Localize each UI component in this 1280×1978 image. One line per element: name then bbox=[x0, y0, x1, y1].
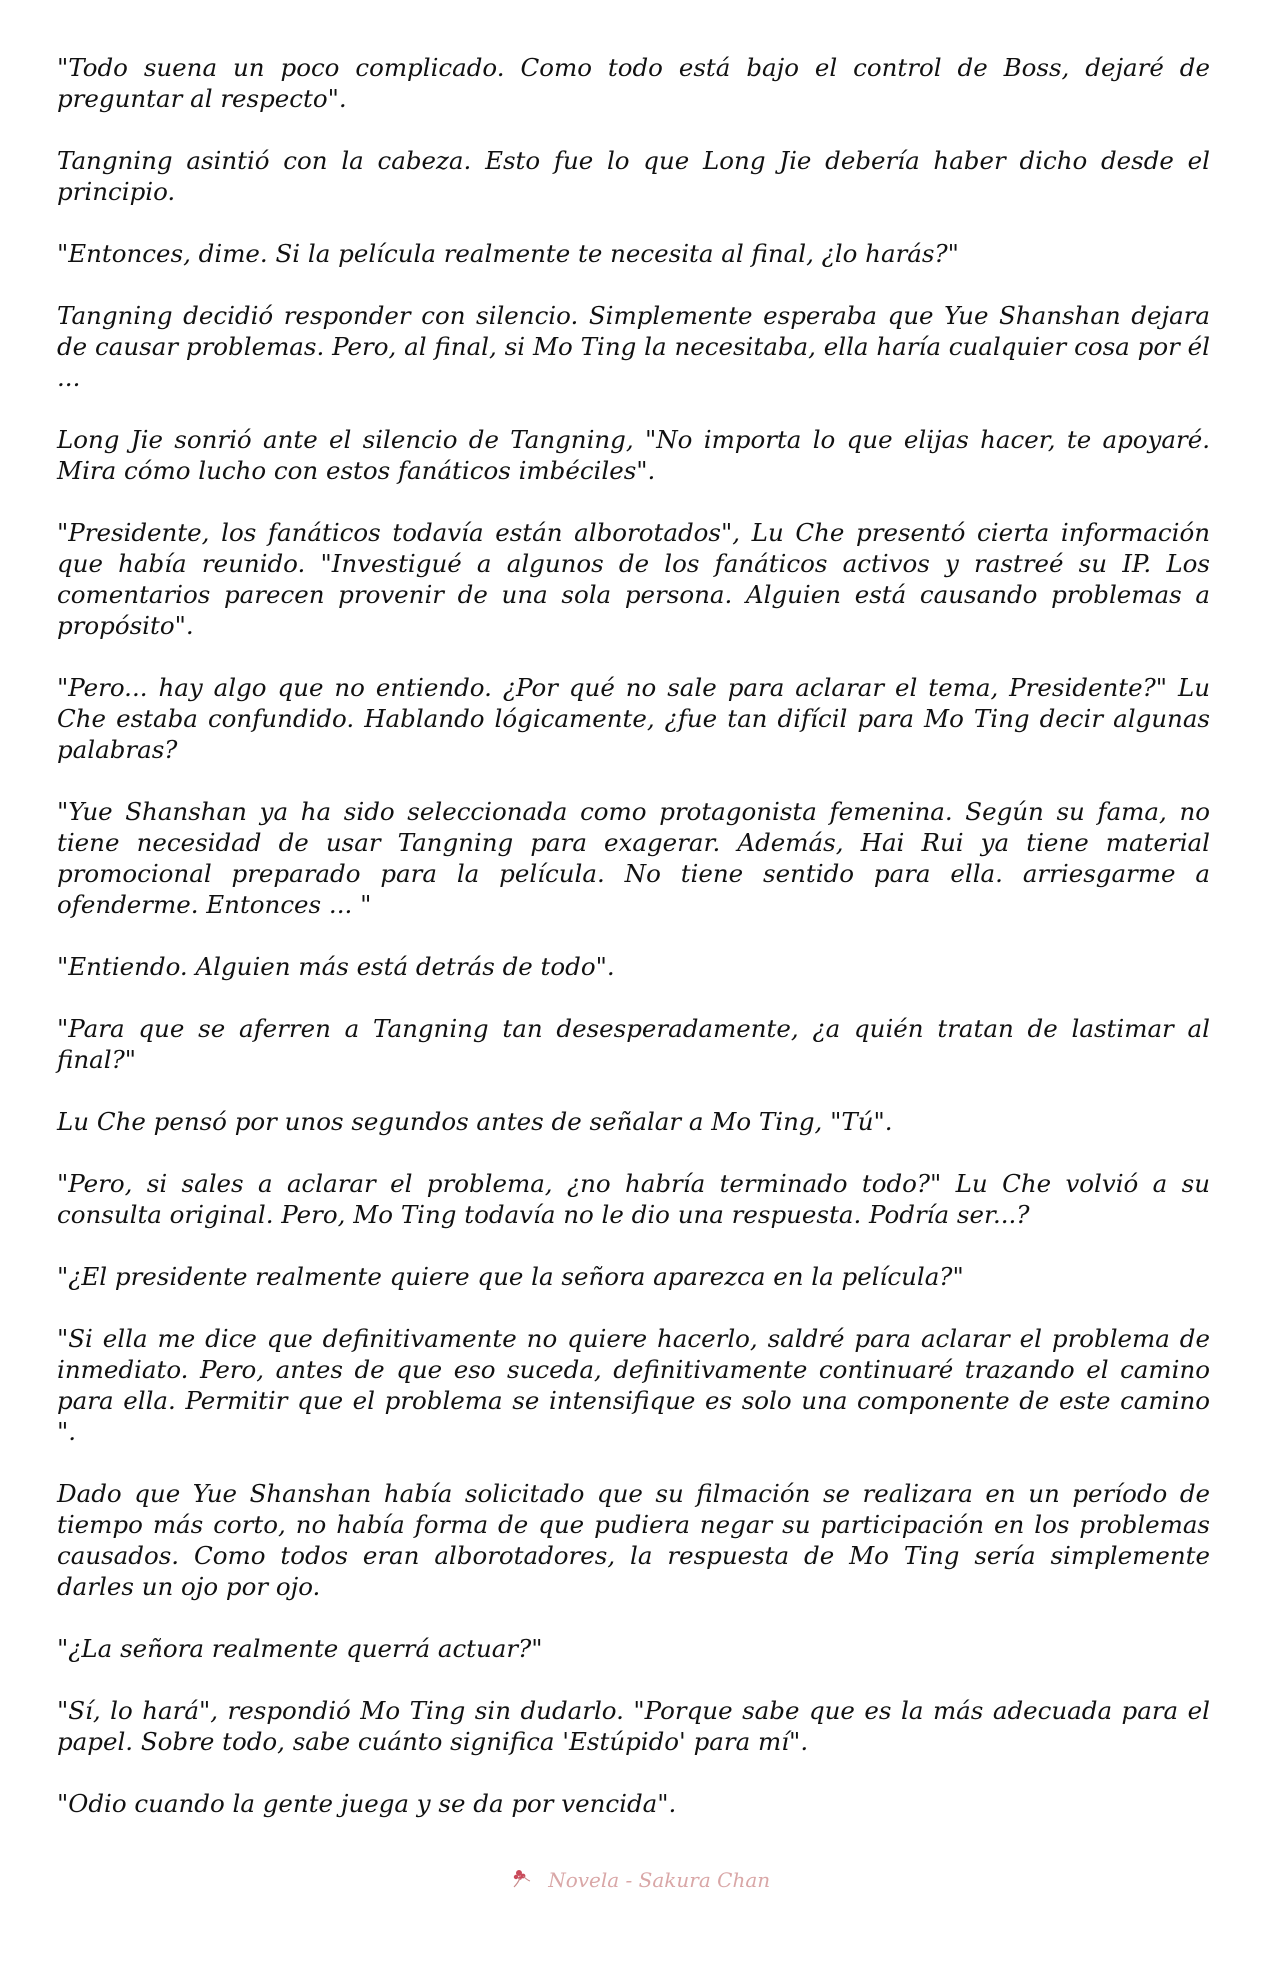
paragraph-6: "Presidente, los fanáticos todavía están alborotados", Lu Che presentó cierta información que había reunido. "Investigué a algunos de los fanáticos activos y rastreé su IP. Los comentarios parecen provenir de una sola persona. Alguien está causando problemas a propósito". bbox=[57, 518, 1210, 640]
paragraph-7: "Pero... hay algo que no entiendo. ¿Por qué no sale para aclarar el tema, Presidente?" Lu Che estaba confundido. Hablando lógicamente, ¿fue tan difícil para Mo Ting decir algunas palabras? bbox=[57, 673, 1210, 764]
paragraph-17: "Sí, lo hará", respondió Mo Ting sin dudarlo. "Porque sabe que es la más adecuada para el papel. Sobre todo, sabe cuánto significa 'Estúpido' para mí". bbox=[57, 1696, 1210, 1756]
paragraph-12: "Pero, si sales a aclarar el problema, ¿no habría terminado todo?" Lu Che volvió a su consulta original. Pero, Mo Ting todavía no le dio una respuesta. Podría ser...? bbox=[57, 1169, 1210, 1229]
paragraph-1: "Todo suena un poco complicado. Como todo está bajo el control de Boss, dejaré de preguntar al respecto". bbox=[57, 53, 1210, 113]
paragraph-13: "¿El presidente realmente quiere que la señora aparezca en la película?" bbox=[57, 1262, 964, 1291]
sakura-flower-icon bbox=[510, 1868, 536, 1895]
paragraph-18: "Odio cuando la gente juega y se da por vencida". bbox=[57, 1789, 677, 1818]
watermark bbox=[0, 1868, 1280, 1895]
paragraph-10: "Para que se aferren a Tangning tan desesperadamente, ¿a quién tratan de lastimar al final?" bbox=[57, 1014, 1210, 1074]
paragraph-16: "¿La señora realmente querrá actuar?" bbox=[57, 1634, 543, 1663]
paragraph-3: "Entonces, dime. Si la película realmente te necesita al final, ¿lo harás?" bbox=[57, 239, 959, 268]
paragraph-8: "Yue Shanshan ya ha sido seleccionada como protagonista femenina. Según su fama, no tiene necesidad de usar Tangning para exagerar. Además, Hai Rui ya tiene material promocional preparado para la película. No tiene sentido para ella. arriesgarme a ofenderme. Entonces ... " bbox=[57, 797, 1210, 919]
paragraph-15: Dado que Yue Shanshan había solicitado que su filmación se realizara en un período de tiempo más corto, no había forma de que pudiera negar su participación en los problemas causados. Como todos eran alborotadores, la respuesta de Mo Ting sería simplemente darles un ojo por ojo. bbox=[57, 1479, 1210, 1601]
paragraph-4: Tangning decidió responder con silencio. Simplemente esperaba que Yue Shanshan dejara de causar problemas. Pero, al final, si Mo Ting la necesitaba, ella haría cualquier cosa por él ... bbox=[57, 301, 1210, 392]
watermark-text: Novela - Sakura Chan bbox=[548, 1868, 771, 1892]
paragraph-2: Tangning asintió con la cabeza. Esto fue lo que Long Jie debería haber dicho desde el principio. bbox=[57, 146, 1210, 206]
paragraph-14: "Si ella me dice que definitivamente no quiere hacerlo, saldré para aclarar el problema de inmediato. Pero, antes de que eso suceda, definitivamente continuaré trazando el camino para ella. Permitir que el problema se intensifique es solo una componente de este camino ". bbox=[57, 1324, 1210, 1446]
paragraph-5: Long Jie sonrió ante el silencio de Tangning, "No importa lo que elijas hacer, te apoyaré. Mira cómo lucho con estos fanáticos imbéciles". bbox=[57, 425, 1210, 485]
paragraph-9: "Entiendo. Alguien más está detrás de todo". bbox=[57, 952, 615, 981]
novel-page bbox=[57, 52, 1210, 1850]
paragraph-11: Lu Che pensó por unos segundos antes de señalar a Mo Ting, "Tú". bbox=[57, 1107, 893, 1136]
